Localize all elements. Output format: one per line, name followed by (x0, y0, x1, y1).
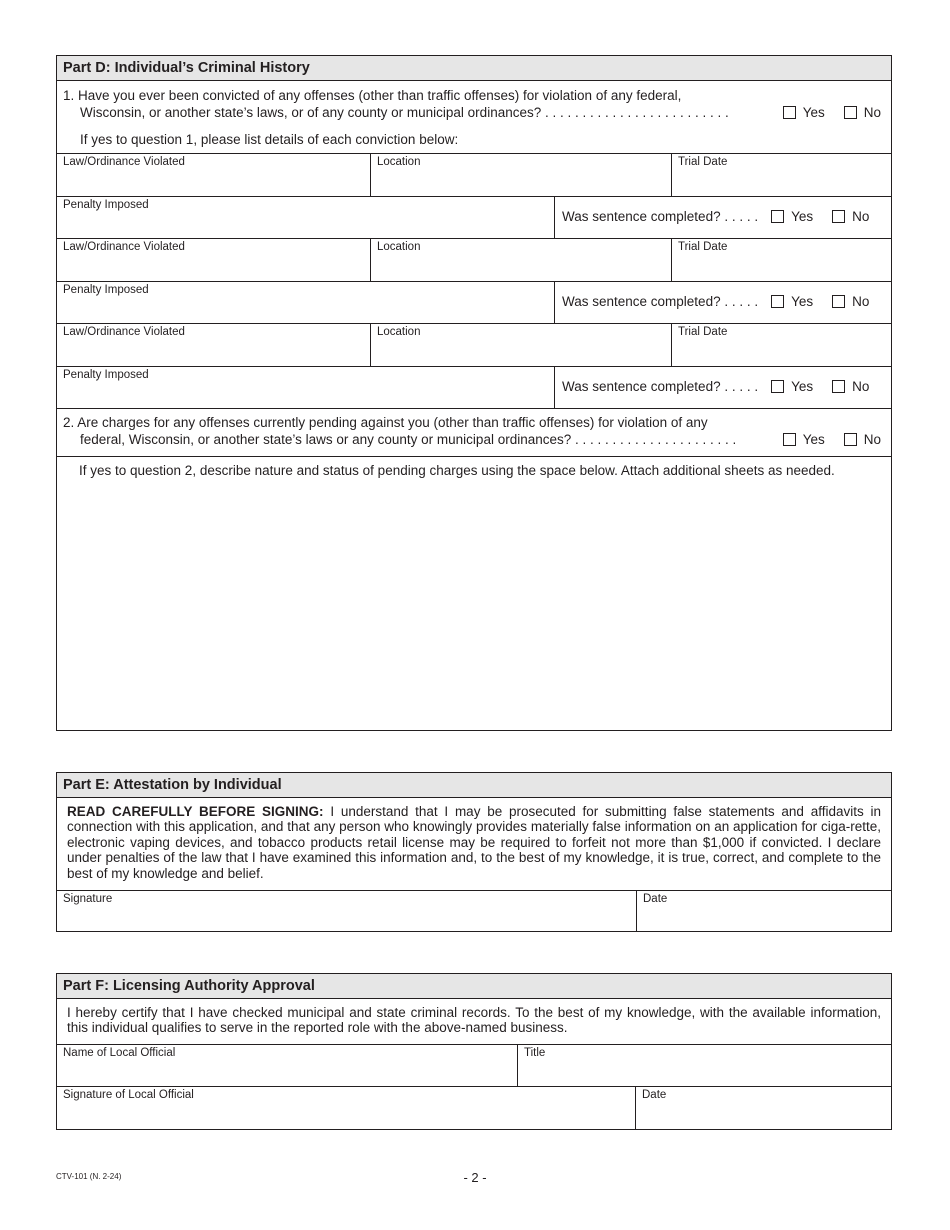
law-label: Law/Ordinance Violated (63, 326, 185, 338)
conviction-2-sentence-cell (555, 282, 891, 323)
trial-date-label: Trial Date (678, 156, 728, 168)
title-label: Title (524, 1047, 546, 1059)
part-f-title: Part F: Licensing Authority Approval (57, 974, 891, 999)
part-d-title: Part D: Individual’s Criminal History (57, 56, 891, 81)
page-number: - 2 - (463, 1170, 487, 1185)
location-label: Location (377, 241, 421, 253)
sentence-question: Was sentence completed? . . . . . (562, 294, 759, 309)
q2-no-checkbox[interactable] (844, 433, 857, 446)
law-label: Law/Ordinance Violated (63, 156, 185, 168)
question-1 (57, 81, 891, 153)
conviction-3-sentence-yes-checkbox[interactable] (771, 380, 784, 393)
conviction-3-sentence-no-checkbox[interactable] (832, 380, 845, 393)
date-label: Date (643, 893, 668, 905)
sentence-no-label: No (852, 379, 870, 394)
question-2-followup: If yes to question 2, describe nature and status of pending charges using the space below. Attach additional sheets as needed. (79, 463, 835, 478)
question-1-followup: If yes to question 1, please list details of each conviction below: (80, 132, 459, 147)
form-id: CTV-101 (N. 2-24) (56, 1172, 122, 1181)
conviction-3-trial-date-field[interactable] (672, 324, 891, 366)
official-title-field[interactable] (518, 1045, 891, 1086)
penalty-label: Penalty Imposed (63, 369, 149, 381)
question-1-text-line2: Wisconsin, or another state’s laws, or of any county or municipal ordinances? . . . . . . . . . . . . . . . . . . . . . . . . . (80, 105, 729, 120)
penalty-label: Penalty Imposed (63, 284, 149, 296)
conviction-1-trial-date-field[interactable] (672, 154, 891, 196)
conviction-2-location-field[interactable] (371, 239, 672, 281)
q2-no-label: No (863, 432, 881, 447)
conviction-1-law-field[interactable] (57, 154, 371, 196)
conviction-3-sentence-cell (555, 367, 891, 408)
penalty-label: Penalty Imposed (63, 199, 149, 211)
question-2 (57, 409, 891, 456)
part-f-section (56, 973, 892, 1130)
q1-yes-checkbox[interactable] (783, 106, 796, 119)
trial-date-label: Trial Date (678, 241, 728, 253)
q1-yes-label: Yes (802, 105, 825, 120)
q1-no-label: No (863, 105, 881, 120)
conviction-1-location-field[interactable] (371, 154, 672, 196)
official-signature-label: Signature of Local Official (63, 1089, 194, 1101)
date-label: Date (642, 1089, 667, 1101)
official-date-field[interactable] (636, 1087, 891, 1129)
trial-date-label: Trial Date (678, 326, 728, 338)
conviction-2-trial-date-field[interactable] (672, 239, 891, 281)
conviction-1-sentence-no-checkbox[interactable] (832, 210, 845, 223)
location-label: Location (377, 156, 421, 168)
q1-no-checkbox[interactable] (844, 106, 857, 119)
conviction-2-sentence-yes-checkbox[interactable] (771, 295, 784, 308)
certification-text: I hereby certify that I have checked municipal and state criminal records. To the best of my knowledge, with the available information, this individual qualifies to serve in the reported role with the above-named business. (67, 1005, 881, 1036)
location-label: Location (377, 326, 421, 338)
question-2-text-line1: 2. Are charges for any offenses currently pending against you (other than traffic offenses) for violation of any (63, 415, 708, 430)
local-official-signature-field[interactable] (57, 1087, 636, 1129)
attestation-body: I understand that I may be prosecuted for submitting false statements and affidavits in connection with this application, and that any person who knowingly provides materially false information on an application for ciga-rette, electronic vaping devices, and tobacco products retail license may be required to forfeit not more than $1,000 if convicted. I declare under penalties of the law that I have examined this information and, to the best of my knowledge, it is true, correct, and complete to the best of my knowledge and belief. (67, 804, 881, 881)
sentence-no-label: No (852, 294, 870, 309)
pending-charges-description-field[interactable] (57, 457, 891, 729)
conviction-1-penalty-field[interactable] (57, 197, 555, 238)
conviction-3-location-field[interactable] (371, 324, 672, 366)
law-label: Law/Ordinance Violated (63, 241, 185, 253)
signature-field[interactable] (57, 891, 637, 931)
signature-label: Signature (63, 893, 113, 905)
conviction-1-sentence-cell (555, 197, 891, 238)
local-official-name-field[interactable] (57, 1045, 518, 1086)
sentence-yes-label: Yes (791, 379, 814, 394)
question-1-text-line1: 1. Have you ever been convicted of any offenses (other than traffic offenses) for violation of any federal, (63, 88, 682, 103)
official-name-label: Name of Local Official (63, 1047, 176, 1059)
conviction-2-penalty-field[interactable] (57, 282, 555, 323)
signature-date-field[interactable] (637, 891, 891, 931)
attestation-text (57, 798, 891, 890)
conviction-2-sentence-no-checkbox[interactable] (832, 295, 845, 308)
q2-yes-checkbox[interactable] (783, 433, 796, 446)
sentence-no-label: No (852, 209, 870, 224)
q2-yes-label: Yes (802, 432, 825, 447)
question-2-text-line2: federal, Wisconsin, or another state’s laws or any county or municipal ordinances? . . . . . . . . . . . . . . . . . . . . . . (80, 432, 737, 447)
conviction-3-penalty-field[interactable] (57, 367, 555, 408)
conviction-1-sentence-yes-checkbox[interactable] (771, 210, 784, 223)
part-d-section (56, 55, 892, 731)
sentence-question: Was sentence completed? . . . . . (562, 209, 759, 224)
part-e-title: Part E: Attestation by Individual (57, 773, 891, 798)
sentence-question: Was sentence completed? . . . . . (562, 379, 759, 394)
sentence-yes-label: Yes (791, 209, 814, 224)
sentence-yes-label: Yes (791, 294, 814, 309)
attestation-lead: READ CAREFULLY BEFORE SIGNING: (67, 804, 324, 819)
conviction-2-law-field[interactable] (57, 239, 371, 281)
conviction-3-law-field[interactable] (57, 324, 371, 366)
part-e-section (56, 772, 892, 932)
